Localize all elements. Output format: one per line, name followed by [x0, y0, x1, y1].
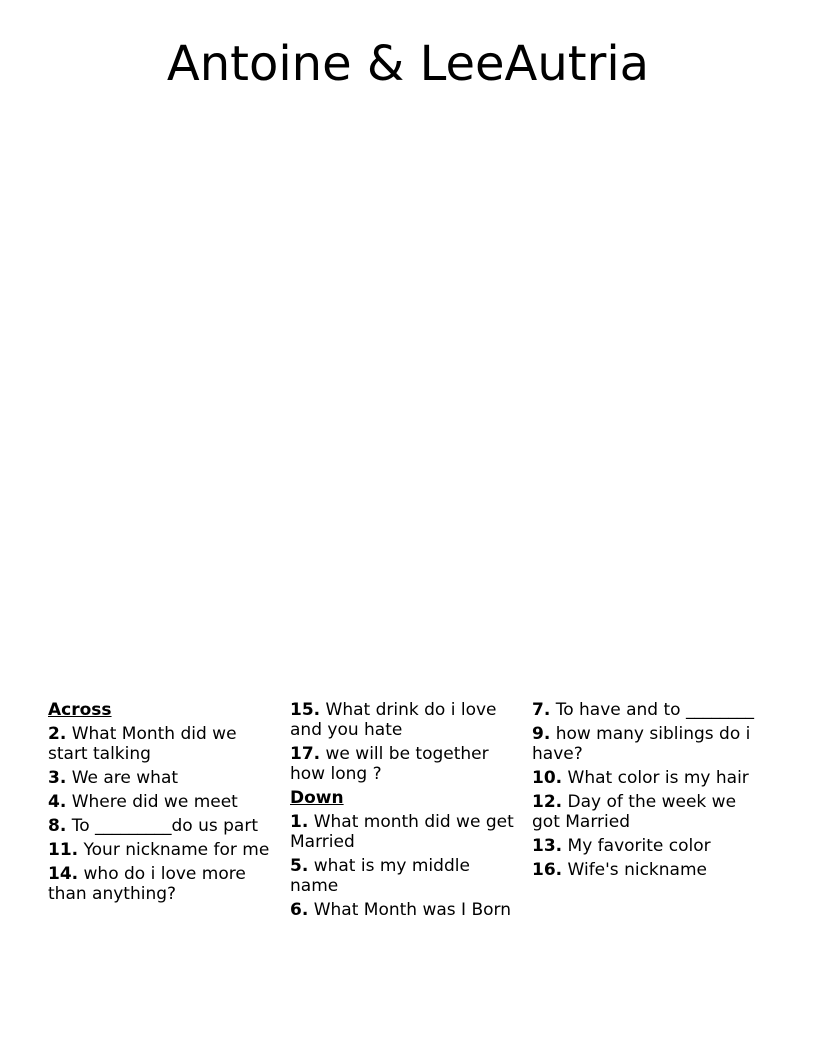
- clue-item: [290, 900, 520, 920]
- clue-item: [532, 700, 768, 720]
- clue-column-3: [532, 700, 768, 884]
- clue-text: To have and to ________: [550, 700, 754, 720]
- clue-item: [48, 768, 274, 788]
- clue-number: 5.: [290, 856, 309, 876]
- clue-text: Day of the week we got Married: [532, 792, 737, 832]
- clue-item: [290, 744, 520, 784]
- clue-number: 3.: [48, 768, 67, 788]
- clue-item: [48, 816, 274, 836]
- clue-item: [48, 792, 274, 812]
- clue-number: 1.: [290, 812, 309, 832]
- clue-column-2: [290, 700, 520, 924]
- clue-text: what is my middle name: [290, 856, 470, 896]
- clue-item: [48, 840, 274, 860]
- clue-item: [532, 724, 768, 764]
- clue-number: 15.: [290, 700, 321, 720]
- clue-text: My favorite color: [562, 836, 711, 856]
- clue-item: [48, 864, 274, 904]
- across-heading: Across: [48, 700, 112, 720]
- clue-item: [532, 792, 768, 832]
- clue-number: 2.: [48, 724, 67, 744]
- clue-text: we will be together how long ?: [290, 744, 489, 784]
- clue-text: What Month did we start talking: [48, 724, 237, 764]
- clue-text: We are what: [66, 768, 179, 788]
- clue-number: 17.: [290, 744, 321, 764]
- clue-text: What month did we get Married: [290, 812, 514, 852]
- clue-item: [532, 768, 768, 788]
- clue-column-1: [48, 700, 274, 908]
- clue-text: Your nickname for me: [78, 840, 270, 860]
- clue-text: What drink do i love and you hate: [290, 700, 497, 740]
- clue-number: 10.: [532, 768, 563, 788]
- clue-item: [290, 856, 520, 896]
- clue-number: 4.: [48, 792, 67, 812]
- clue-number: 16.: [532, 860, 563, 880]
- clue-text: who do i love more than anything?: [48, 864, 246, 904]
- puzzle-title: Antoine & LeeAutria: [166, 36, 650, 92]
- clue-text: To _________do us part: [66, 816, 258, 836]
- clue-number: 8.: [48, 816, 67, 836]
- clue-item: [532, 860, 768, 880]
- clue-number: 11.: [48, 840, 79, 860]
- clue-text: What Month was I Born: [308, 900, 511, 920]
- clue-text: What color is my hair: [562, 768, 749, 788]
- down-heading: Down: [290, 788, 344, 808]
- clue-item: [532, 836, 768, 856]
- clue-number: 13.: [532, 836, 563, 856]
- clue-number: 9.: [532, 724, 551, 744]
- clue-item: [48, 724, 274, 764]
- clue-number: 14.: [48, 864, 79, 884]
- clue-item: [290, 700, 520, 740]
- clue-text: how many siblings do i have?: [532, 724, 751, 764]
- clue-item: [290, 812, 520, 852]
- clue-text: Where did we meet: [66, 792, 238, 812]
- clue-number: 7.: [532, 700, 551, 720]
- clue-number: 6.: [290, 900, 309, 920]
- clue-number: 12.: [532, 792, 563, 812]
- clue-text: Wife's nickname: [562, 860, 707, 880]
